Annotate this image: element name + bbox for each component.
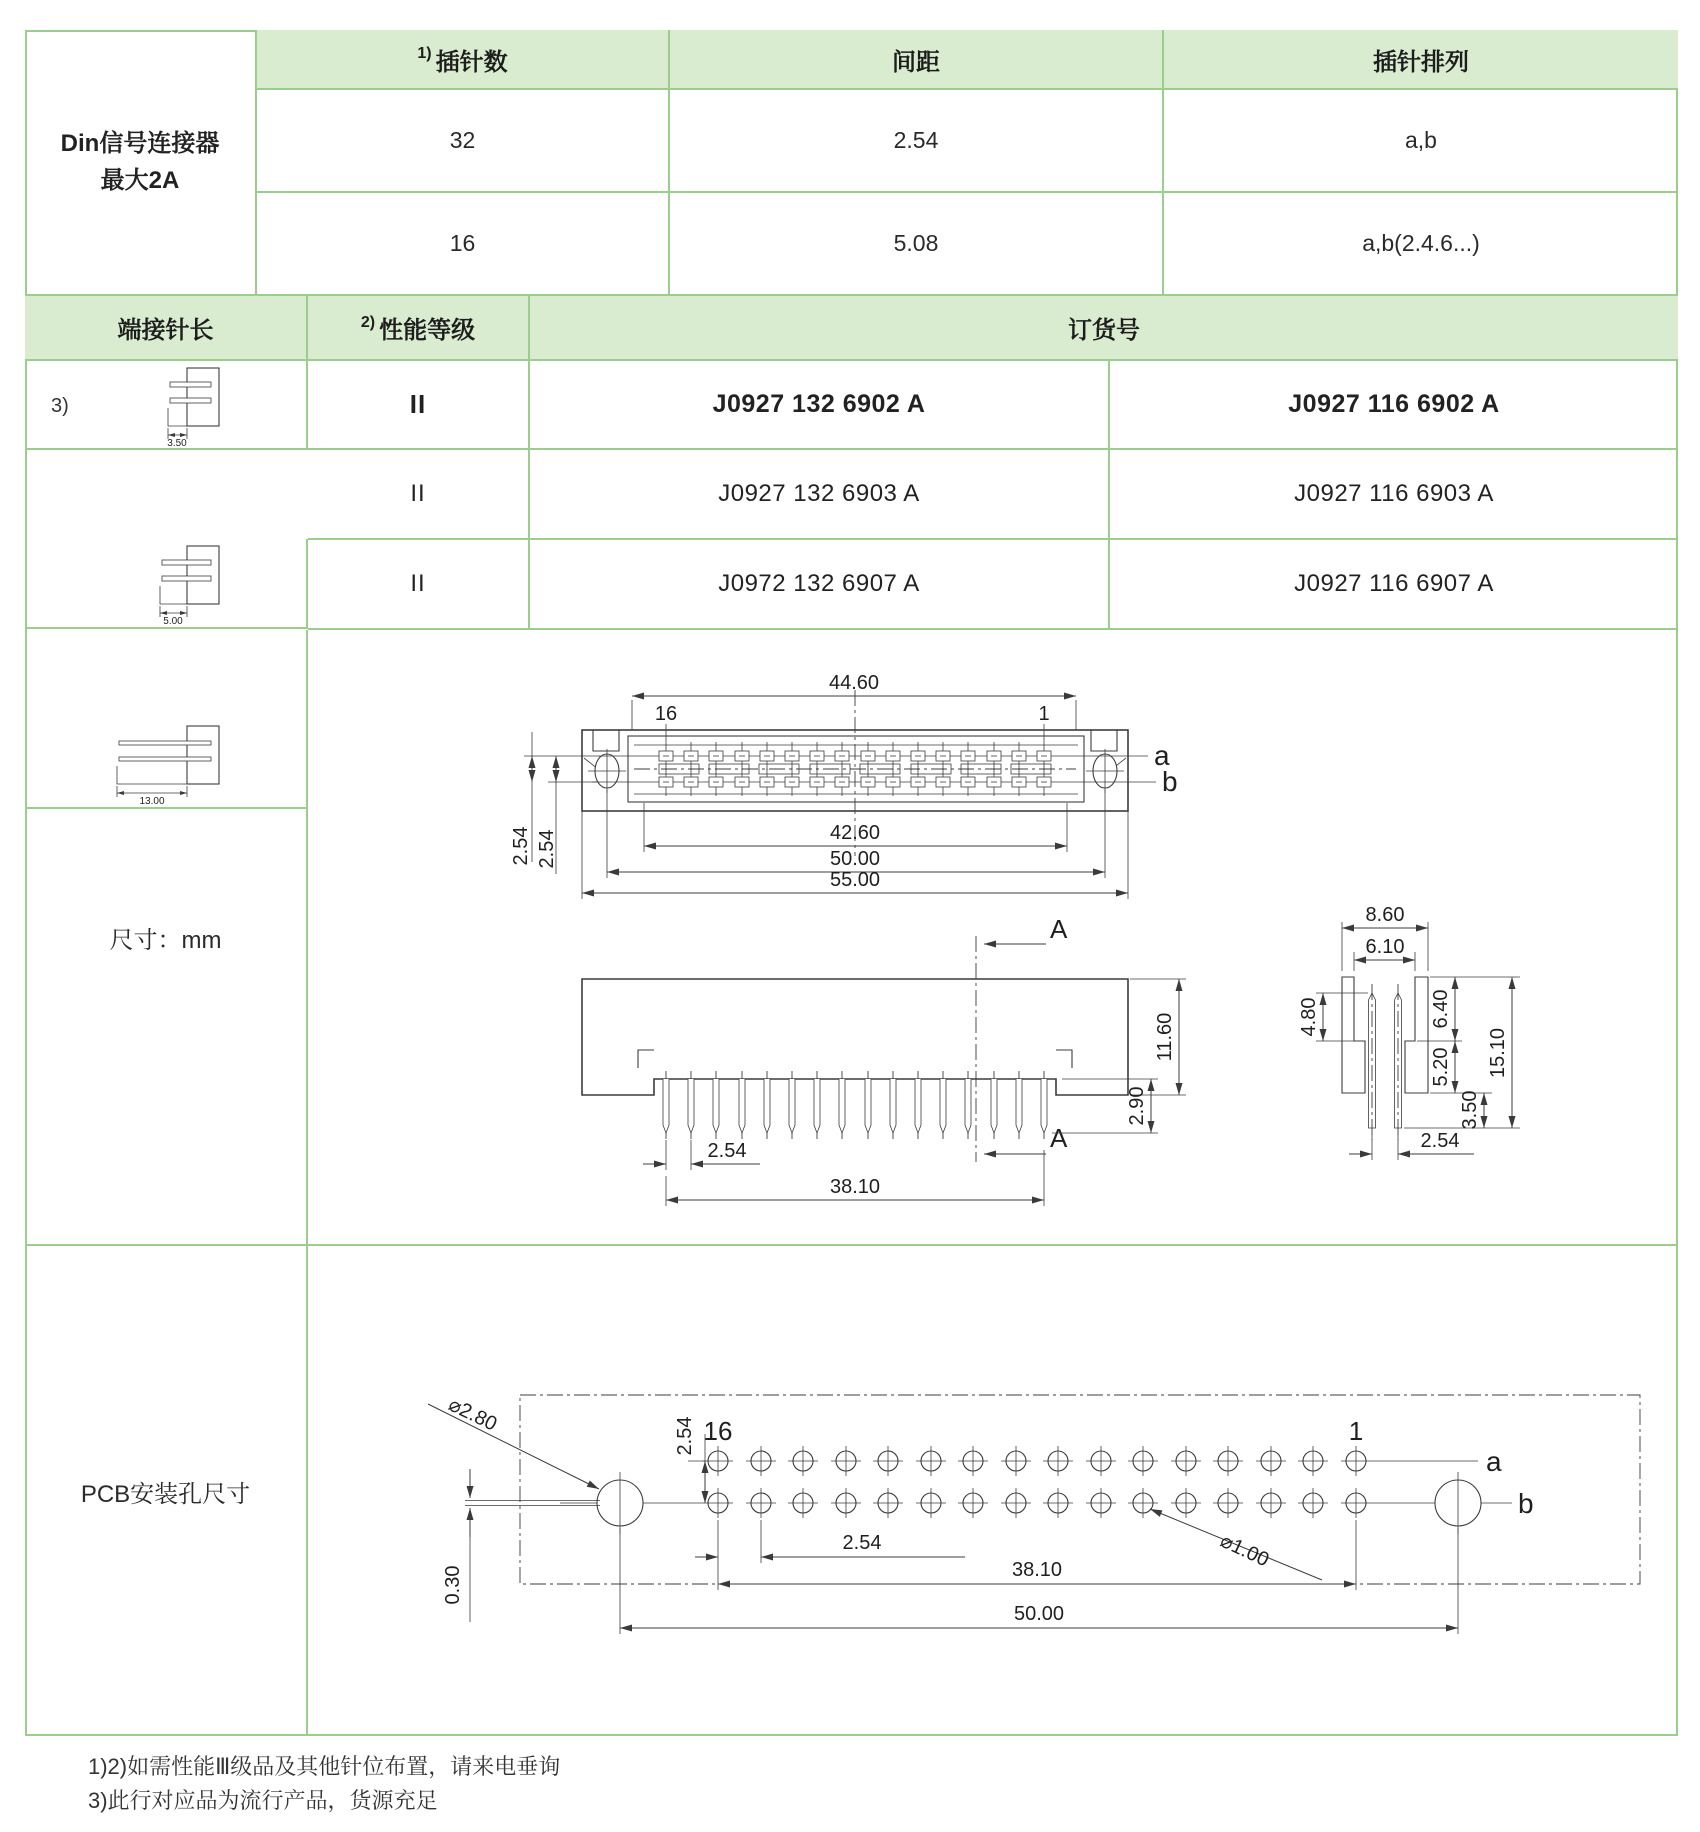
header-pin-length-label: 端接针长 xyxy=(117,317,214,344)
header-pin-count xyxy=(257,30,670,90)
arrangement-ab: a,b xyxy=(1164,90,1678,193)
front-view-drawing xyxy=(510,672,1178,899)
header-pin-length xyxy=(25,296,308,361)
pcb-dia-100: ⌀1.00 xyxy=(1216,1529,1273,1572)
pcb-dim-5000: 50.00 xyxy=(1013,1603,1065,1625)
section-a-bottom: A xyxy=(1050,1123,1068,1153)
section-a-top: A xyxy=(1050,914,1068,944)
footnote-marker-3: 3) xyxy=(51,395,69,417)
pcb-row-a-label: a xyxy=(1486,1446,1502,1477)
footnotes xyxy=(88,1750,560,1818)
dimensions-label-cell xyxy=(25,630,308,1246)
order-32pin-row3: J0972 132 6907 A xyxy=(530,540,1110,630)
header-grade xyxy=(308,296,530,361)
header-pin-count-label: 插针数 xyxy=(435,48,508,76)
cross-section-drawing xyxy=(1298,904,1520,1160)
svg-text:5.00: 5.00 xyxy=(162,616,183,626)
pcb-label-cell xyxy=(25,1246,308,1736)
xs-dim-254: 2.54 xyxy=(1420,1130,1460,1152)
arrangement-ab246: a,b(2.4.6...) xyxy=(1164,193,1678,296)
row-a-label: a xyxy=(1154,740,1170,771)
pin-length-icon-cell-1 xyxy=(25,361,308,450)
side-dim-254: 2.54 xyxy=(707,1140,747,1162)
spec-table xyxy=(25,30,1678,1736)
dimension-drawings xyxy=(308,630,1676,1244)
pin-count-32: 32 xyxy=(257,90,670,193)
grade-row2: II xyxy=(308,450,530,540)
xs-dim-640: 6.40 xyxy=(1430,989,1452,1029)
order-32pin-row1: J0927 132 6902 A xyxy=(530,361,1110,450)
side-dim-3810: 38.10 xyxy=(829,1176,881,1198)
pin-length-icon-350 xyxy=(91,362,241,448)
footnote-line-2: 3)此行对应品为流行产品，货源充足 xyxy=(88,1788,438,1813)
product-name: Din信号连接器 最大2A xyxy=(60,129,220,194)
header-pitch xyxy=(670,30,1164,90)
footnote-marker-1: 1) xyxy=(417,45,432,62)
order-16pin-row3: J0927 116 6907 A xyxy=(1110,540,1678,630)
pcb-dim-030: 0.30 xyxy=(442,1565,464,1605)
header-arrangement-label: 插针排列 xyxy=(1373,48,1469,76)
dim-4460: 44.60 xyxy=(828,672,880,694)
pin-length-icon-500 xyxy=(91,540,241,626)
header-order-number-label: 订货号 xyxy=(1068,317,1140,344)
pin16-label: 16 xyxy=(654,703,678,725)
pin-length-icon-cell-2 xyxy=(25,539,308,629)
pcb-hole-drawing xyxy=(308,1246,1676,1734)
pcb-dim-254v: 2.54 xyxy=(674,1416,696,1456)
pin-count-16: 16 xyxy=(257,193,670,296)
pcb-dim-3810: 38.10 xyxy=(1011,1559,1063,1581)
footnote-line-1: 1)2)如需性能Ⅲ级品及其他针位布置，请来电垂询 xyxy=(88,1754,561,1779)
svg-text:13.00: 13.00 xyxy=(138,796,165,806)
xs-dim-1510: 15.10 xyxy=(1487,1027,1509,1079)
dim-5000: 50.00 xyxy=(829,848,881,870)
dim-5500: 55.00 xyxy=(829,869,881,891)
footnote-marker-2: 2) xyxy=(360,313,376,331)
xs-dim-860: 8.60 xyxy=(1365,904,1405,926)
pitch-508: 5.08 xyxy=(670,193,1164,296)
dim-254-outer: 2.54 xyxy=(510,826,532,866)
order-32pin-row2: J0927 132 6903 A xyxy=(530,450,1110,540)
svg-text:3.50: 3.50 xyxy=(166,437,187,448)
grade-row3: II xyxy=(308,540,530,630)
header-grade-label: 性能等级 xyxy=(379,317,476,344)
order-16pin-row1: J0927 116 6902 A xyxy=(1110,361,1678,450)
side-view-drawing xyxy=(582,914,1186,1206)
pcb-dim-254h: 2.54 xyxy=(842,1532,882,1554)
dimensions-label: 尺寸：mm xyxy=(109,926,222,954)
dim-4260: 42.60 xyxy=(829,822,881,844)
side-dim-1160: 11.60 xyxy=(1154,1012,1176,1062)
dim-254-inner: 2.54 xyxy=(536,829,558,869)
row-b-label: b xyxy=(1162,766,1178,797)
pitch-254: 2.54 xyxy=(670,90,1164,193)
xs-dim-610: 6.10 xyxy=(1365,936,1405,958)
grade-row1: II xyxy=(308,361,530,450)
pcb-dia-280: ⌀2.80 xyxy=(444,1393,501,1436)
product-cell xyxy=(25,30,257,296)
side-dim-290: 2.90 xyxy=(1126,1086,1148,1126)
pcb-label: PCB安装孔尺寸 xyxy=(80,1480,251,1508)
header-order-number xyxy=(530,296,1678,361)
pcb-pin16-label: 16 xyxy=(703,1416,733,1446)
dimensions-drawing-cell xyxy=(308,630,1678,1246)
header-arrangement xyxy=(1164,30,1678,90)
pcb-pin1-label: 1 xyxy=(1348,1416,1364,1446)
pcb-row-b-label: b xyxy=(1518,1488,1534,1519)
pin1-label: 1 xyxy=(1038,703,1050,725)
xs-dim-520: 5.20 xyxy=(1430,1047,1452,1087)
xs-dim-480: 4.80 xyxy=(1298,997,1320,1037)
pcb-drawing-cell xyxy=(308,1246,1678,1736)
order-16pin-row2: J0927 116 6903 A xyxy=(1110,450,1678,540)
header-pitch-label: 间距 xyxy=(892,48,940,76)
xs-dim-350: 3.50 xyxy=(1459,1090,1481,1130)
